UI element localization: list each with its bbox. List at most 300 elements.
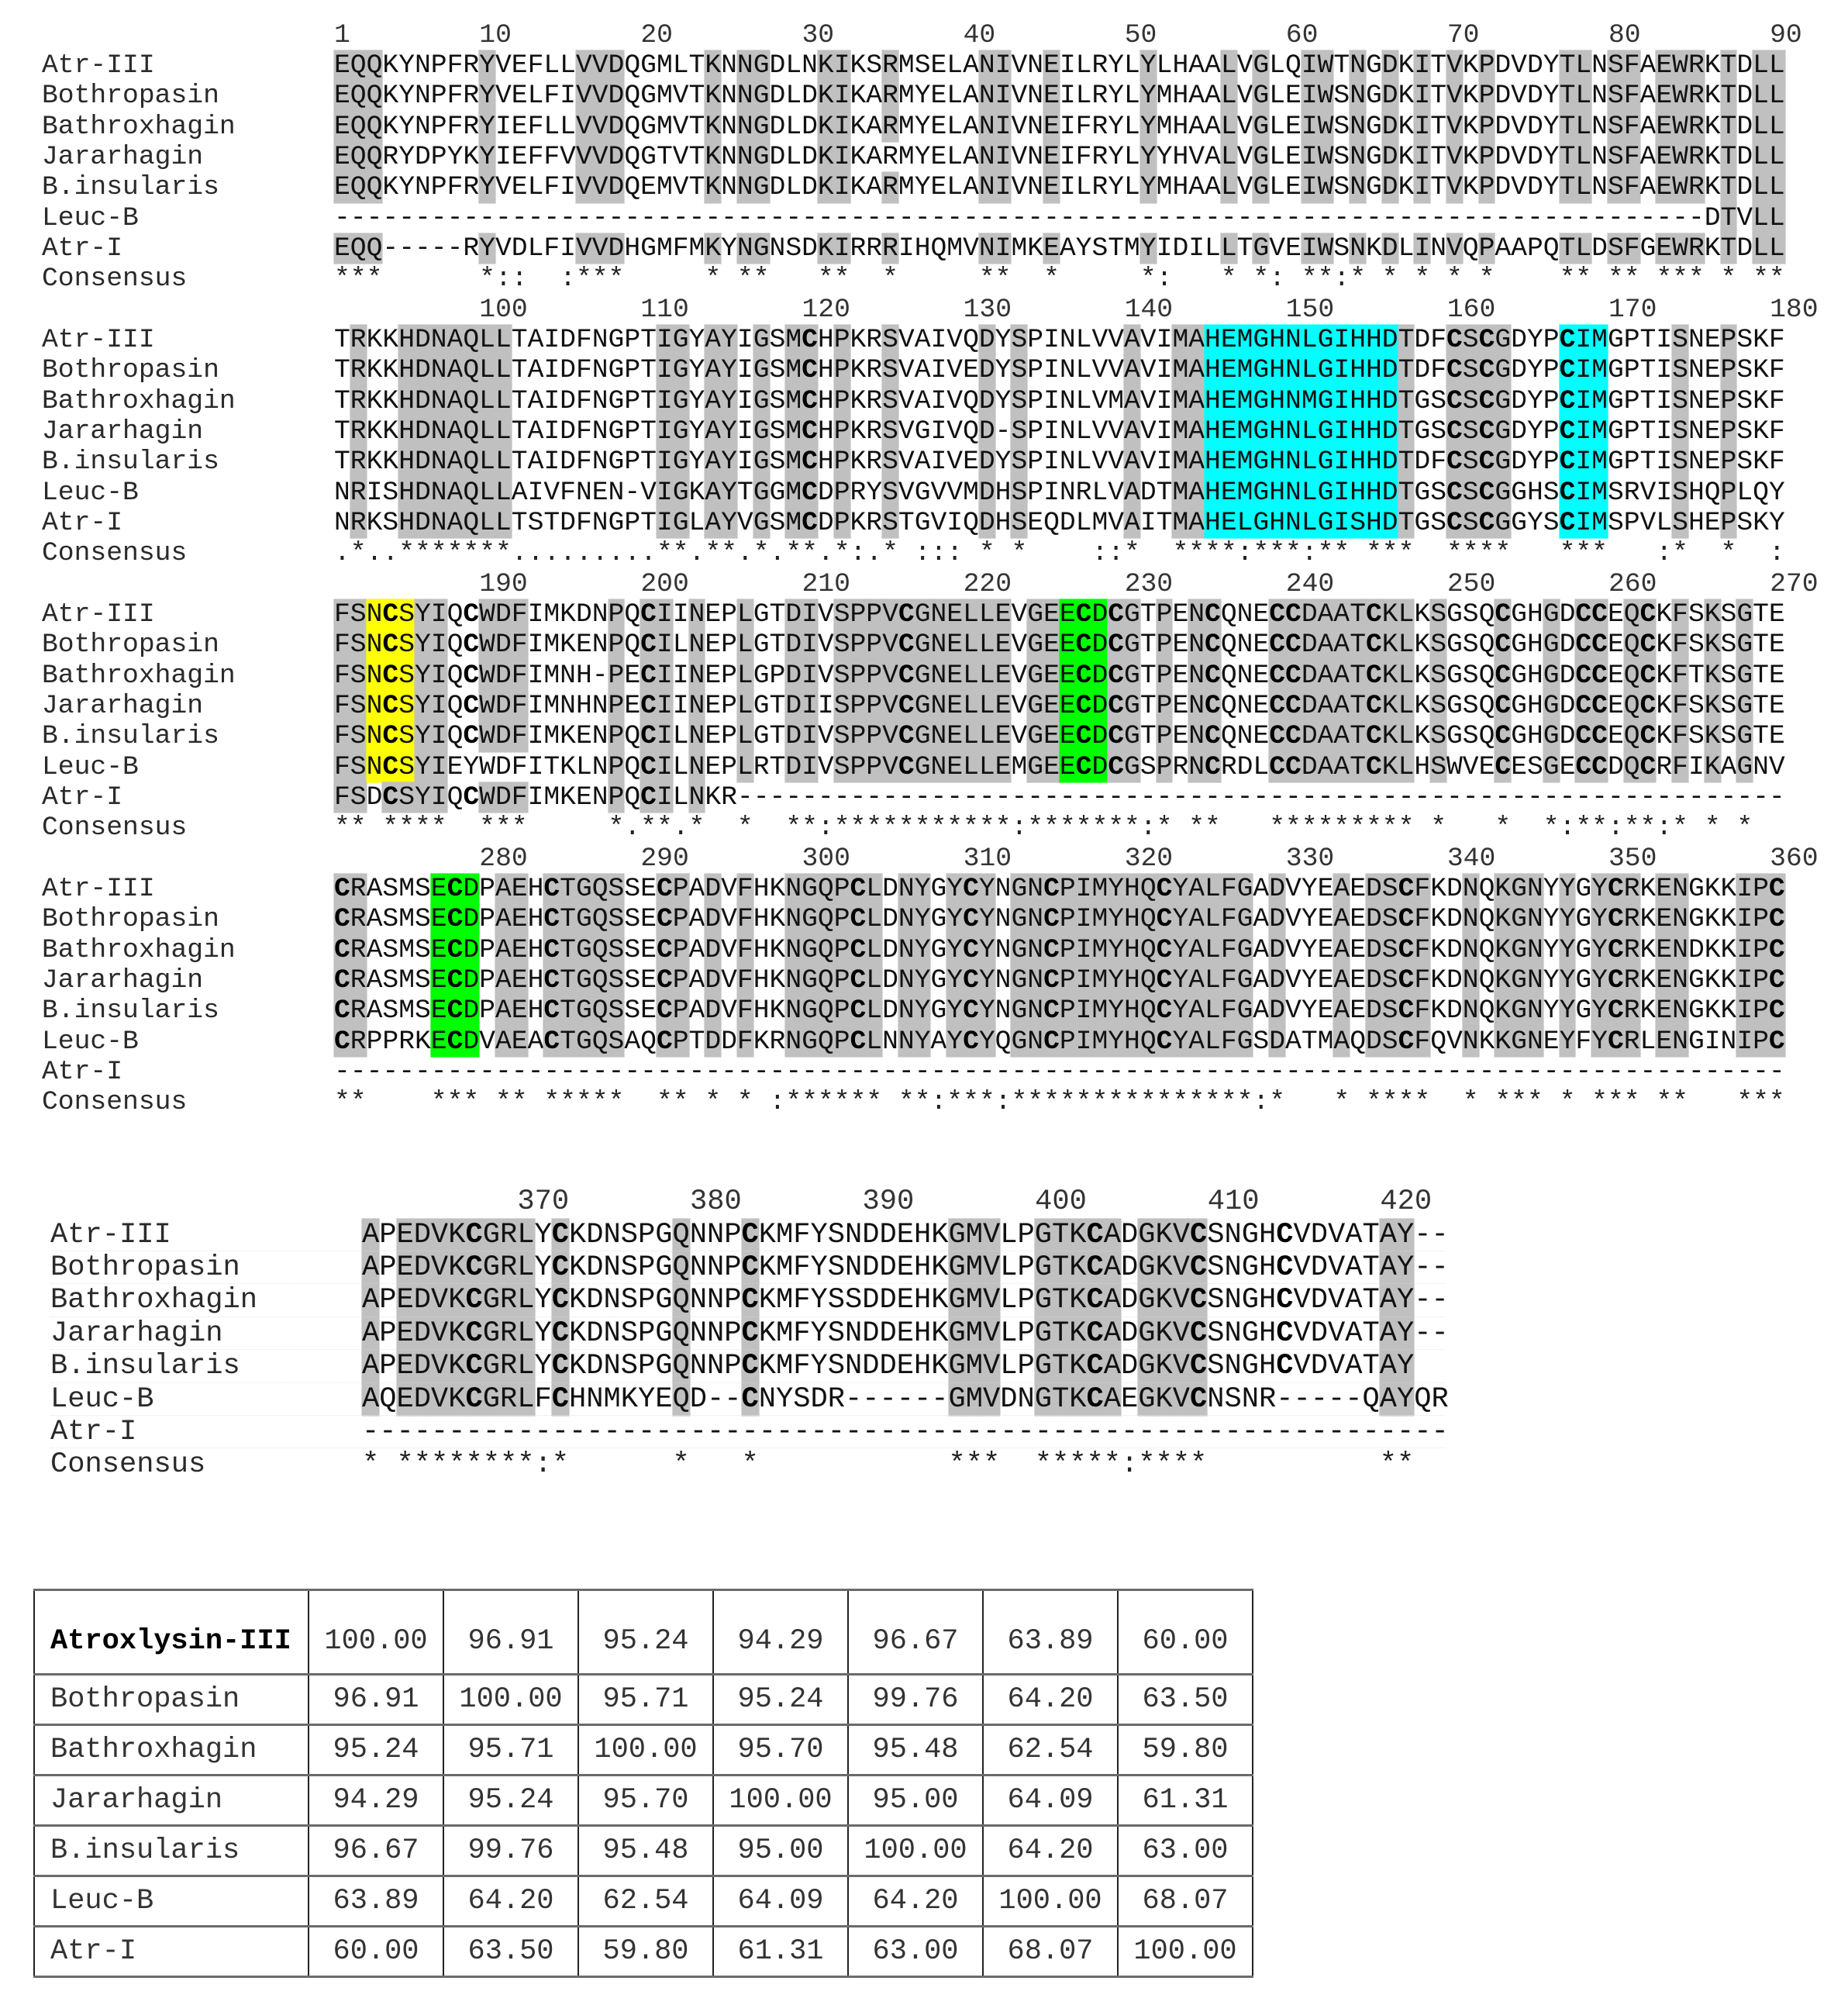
sequence-name: Jararhagin: [42, 965, 204, 996]
residue: H: [1350, 477, 1367, 508]
gap: -: [1172, 1416, 1191, 1449]
residue: D: [879, 1317, 897, 1350]
residue: A: [1253, 934, 1270, 965]
consensus-symbol: [1446, 1087, 1463, 1117]
residue: A: [1103, 1317, 1122, 1350]
residue: N: [414, 81, 431, 112]
residue: Y: [479, 81, 495, 112]
residue: S: [414, 965, 431, 996]
residue: P: [624, 447, 641, 478]
consensus-symbol: *: [1559, 538, 1576, 569]
residue: E: [511, 81, 528, 112]
residue: P: [1753, 874, 1769, 905]
residue: L: [495, 325, 512, 356]
residue: P: [833, 325, 850, 356]
consensus-symbol: *: [1623, 264, 1640, 295]
gap: -: [672, 202, 689, 233]
residue: R: [463, 50, 480, 81]
residue: S: [624, 996, 641, 1027]
consensus-symbol: *: [1269, 538, 1286, 569]
residue: P: [721, 751, 737, 782]
residue: A: [1188, 507, 1205, 538]
consensus-symbol: *: [1124, 1087, 1140, 1118]
residue: V: [1446, 233, 1463, 264]
residue: E: [896, 1251, 915, 1285]
residue: A: [1188, 904, 1205, 935]
residue: V: [1139, 447, 1157, 478]
consensus-symbol: [543, 264, 560, 294]
residue: N: [898, 904, 915, 935]
residue: N: [1236, 721, 1253, 752]
residue: K: [1704, 630, 1721, 661]
residue: K: [1155, 1284, 1173, 1317]
consensus-symbol: *: [978, 1087, 995, 1118]
residue: K: [1430, 996, 1446, 1027]
residue: H: [817, 355, 834, 386]
residue: D: [785, 630, 802, 661]
residue: D: [1414, 447, 1431, 478]
residue: G: [802, 965, 818, 996]
residue: C: [1591, 660, 1608, 691]
residue: R: [500, 1317, 518, 1350]
consensus-symbol: *: [948, 1448, 966, 1482]
residue: F: [334, 782, 350, 813]
residue: S: [1333, 142, 1350, 172]
residue: S: [1462, 507, 1479, 538]
residue: K: [769, 874, 786, 905]
residue: K: [448, 1350, 466, 1383]
residue: C: [1495, 721, 1512, 752]
sequence-name: Leuc-B: [42, 202, 139, 233]
residue: R: [1431, 1382, 1449, 1416]
position-number: 270: [1770, 568, 1819, 599]
residue: N: [1672, 874, 1688, 905]
residue: T: [511, 325, 528, 356]
residue: L: [1301, 447, 1318, 478]
consensus-symbol: [1705, 264, 1721, 294]
position-number: 410: [1207, 1185, 1260, 1219]
residue: N: [1591, 111, 1608, 142]
residue: V: [1091, 447, 1108, 478]
residue: Y: [1172, 996, 1189, 1027]
residue: E: [1607, 599, 1624, 630]
residue: G: [753, 355, 770, 386]
consensus-symbol: *: [1075, 1087, 1092, 1118]
residue: C: [551, 1251, 570, 1285]
residue: P: [1543, 355, 1560, 386]
gap: -: [1011, 1056, 1028, 1087]
residue: T: [1753, 691, 1769, 721]
gap: -: [1543, 202, 1560, 233]
residue: N: [1688, 325, 1705, 356]
residue: N: [1027, 996, 1044, 1027]
residue: S: [1607, 81, 1624, 112]
residue: E: [430, 1026, 447, 1057]
residue: N: [930, 691, 947, 721]
consensus-symbol: *: [1398, 1087, 1415, 1118]
sequence-name: Jararhagin: [42, 691, 204, 721]
residue: K: [1430, 874, 1446, 905]
residue: T: [1720, 81, 1737, 112]
gap: -: [1672, 782, 1688, 813]
residue: D: [463, 1026, 480, 1057]
consensus-symbol: [624, 1087, 640, 1117]
residue: Y: [914, 1026, 931, 1057]
residue: Y: [1591, 996, 1608, 1027]
gap: -: [978, 782, 995, 813]
sequence-residues: [362, 1219, 1449, 1251]
consensus-symbol: *: [656, 538, 673, 569]
residue: C: [802, 385, 818, 416]
residue: D: [608, 81, 625, 112]
residue: G: [1414, 416, 1431, 447]
residue: R: [350, 996, 367, 1027]
residue: C: [1190, 1284, 1208, 1317]
gap: -: [1236, 202, 1253, 233]
residue: Q: [672, 1218, 690, 1251]
consensus-symbol: *: [882, 264, 898, 295]
residue: P: [624, 507, 641, 538]
consensus-symbol: *: [1381, 264, 1398, 295]
residue: I: [1043, 325, 1060, 356]
residue: L: [1124, 81, 1140, 112]
residue: R: [500, 1382, 518, 1416]
consensus-symbol: .: [769, 538, 786, 569]
residue: E: [1350, 874, 1367, 905]
residue: R: [882, 233, 898, 264]
gap: -: [482, 1416, 501, 1449]
residue: A: [495, 904, 512, 935]
residue: I: [560, 233, 576, 264]
gap: -: [1688, 1056, 1705, 1087]
gap: -: [1768, 1056, 1785, 1087]
residue: T: [1639, 355, 1657, 386]
residue: G: [753, 172, 770, 203]
residue: E: [1656, 81, 1673, 112]
residue: K: [1704, 751, 1721, 782]
consensus-symbol: *: [575, 1087, 592, 1118]
residue: N: [334, 507, 350, 538]
gap: -: [866, 202, 883, 233]
residue: Q: [1623, 721, 1640, 752]
residue: W: [1672, 111, 1688, 142]
consensus-symbol: *: [382, 813, 399, 844]
residue: I: [1736, 996, 1753, 1027]
residue: A: [366, 934, 383, 965]
gap: -: [350, 202, 367, 233]
residue: E: [1043, 111, 1060, 142]
residue: G: [1124, 599, 1140, 630]
consensus-symbol: *: [1478, 264, 1495, 295]
consensus-symbol: *: [1188, 1087, 1205, 1118]
residue: R: [350, 355, 367, 386]
consensus-symbol: *: [1591, 1087, 1608, 1118]
residue: A: [1345, 1284, 1363, 1317]
gap: -: [1011, 202, 1028, 233]
residue: Q: [591, 965, 609, 996]
consensus-symbol: [862, 1448, 879, 1481]
gap: -: [1345, 1416, 1363, 1449]
residue: Q: [1139, 874, 1157, 905]
residue: R: [1688, 142, 1705, 172]
residue: R: [1656, 751, 1673, 782]
residue: K: [1381, 630, 1398, 661]
residue: N: [898, 1026, 915, 1057]
gap: -: [1623, 782, 1640, 813]
residue: A: [1124, 385, 1140, 416]
residue: D: [862, 1284, 880, 1317]
consensus-symbol: *: [1397, 1448, 1415, 1482]
residue: I: [1333, 385, 1350, 416]
residue: S: [624, 934, 641, 965]
residue: N: [560, 660, 576, 691]
residue: L: [1205, 965, 1221, 996]
residue: C: [1559, 325, 1576, 356]
consensus-symbol: [1414, 813, 1430, 843]
residue: D: [978, 507, 995, 538]
residue: H: [1259, 1317, 1277, 1350]
residue: V: [1511, 142, 1527, 172]
position-number: 120: [802, 294, 850, 325]
residue: D: [1366, 934, 1382, 965]
residue: N: [1462, 874, 1479, 905]
gap: -: [850, 1056, 867, 1087]
residue: H: [1172, 172, 1189, 203]
residue: P: [479, 904, 495, 935]
consensus-symbol: *: [1317, 264, 1334, 295]
consensus-symbol: *: [1091, 813, 1108, 844]
residue: I: [1414, 81, 1431, 112]
residue: F: [575, 385, 592, 416]
residue: C: [543, 934, 560, 965]
residue: Q: [1478, 874, 1495, 905]
consensus-symbol: *: [366, 264, 383, 295]
residue: C: [1205, 599, 1221, 630]
residue: D: [1381, 111, 1398, 142]
consensus-symbol: *: [983, 1448, 1001, 1482]
gap: -: [879, 1382, 897, 1416]
residue: V: [930, 507, 947, 538]
residue: E: [396, 1218, 414, 1251]
consensus-symbol: *: [656, 813, 673, 844]
gap: -: [753, 202, 770, 233]
residue: V: [930, 477, 947, 508]
residue: C: [656, 904, 673, 935]
gap: -: [1414, 782, 1431, 813]
residue: K: [448, 1218, 466, 1251]
gap: -: [638, 1416, 656, 1449]
residue: G: [753, 691, 770, 721]
gap: -: [724, 1382, 742, 1416]
gap: -: [620, 1416, 639, 1449]
gap: -: [1753, 1056, 1769, 1087]
residue: A: [527, 325, 544, 356]
consensus-symbol: *: [413, 1448, 432, 1482]
residue: I: [527, 660, 544, 691]
residue: D: [1511, 355, 1527, 386]
consensus-symbol: *: [1301, 813, 1318, 844]
residue: Y: [995, 385, 1012, 416]
residue: R: [1220, 751, 1237, 782]
residue: E: [1253, 599, 1270, 630]
residue: G: [753, 447, 770, 478]
residue: A: [1333, 874, 1350, 905]
residue: P: [430, 81, 447, 112]
residue: K: [817, 81, 834, 112]
residue: H: [753, 996, 770, 1027]
residue: H: [1366, 385, 1382, 416]
residue: I: [527, 782, 544, 813]
residue: E: [1043, 50, 1060, 81]
residue: G: [482, 1251, 501, 1285]
residue: P: [1623, 416, 1640, 447]
residue: S: [350, 599, 367, 630]
residue: L: [527, 172, 544, 203]
residue: I: [1075, 904, 1092, 935]
consensus-symbol: [1527, 264, 1543, 294]
residue: F: [560, 477, 576, 508]
residue: E: [995, 660, 1012, 691]
residue: Q: [624, 721, 641, 752]
residue: S: [827, 1317, 846, 1350]
residue: G: [1138, 1251, 1156, 1285]
residue: Q: [1478, 934, 1495, 965]
residue: F: [1768, 355, 1785, 386]
residue: A: [1333, 751, 1350, 782]
sequence-residues: [334, 691, 1785, 721]
residue: C: [1446, 477, 1463, 508]
residue: C: [898, 630, 915, 661]
residue: D: [1091, 599, 1108, 630]
residue: C: [551, 1218, 570, 1251]
residue: D: [1301, 721, 1318, 752]
residue: C: [463, 721, 480, 752]
residue: A: [1188, 111, 1205, 142]
residue: V: [946, 325, 964, 356]
consensus-symbol: :: [1121, 1448, 1139, 1482]
consensus-symbol: *: [414, 538, 431, 569]
residue: F: [1623, 172, 1640, 203]
residue: H: [1172, 111, 1189, 142]
residue: G: [1236, 874, 1253, 905]
residue: D: [1091, 691, 1108, 721]
residue: D: [586, 1218, 604, 1251]
residue: A: [1253, 874, 1270, 905]
residue: K: [1720, 996, 1737, 1027]
residue: [1414, 1350, 1431, 1382]
residue: T: [769, 691, 786, 721]
residue: P: [1156, 691, 1173, 721]
residue: M: [543, 691, 560, 721]
residue: S: [1011, 355, 1028, 386]
residue: G: [753, 599, 770, 630]
consensus-symbol: *: [1139, 1087, 1157, 1118]
residue: I: [656, 630, 673, 661]
residue: F: [575, 416, 592, 447]
residue: C: [1190, 1382, 1208, 1416]
residue: V: [1293, 1218, 1311, 1251]
residue: L: [1075, 50, 1092, 81]
residue: P: [866, 660, 883, 691]
gap: -: [1511, 782, 1527, 813]
sequence-residues: [334, 782, 1785, 813]
residue: E: [1043, 630, 1060, 661]
identity-value: 95.48: [578, 1826, 713, 1876]
consensus-symbol: *: [1575, 264, 1592, 295]
residue: I: [802, 599, 818, 630]
position-number: 350: [1608, 843, 1657, 874]
residue: Q: [1478, 965, 1495, 996]
residue: A: [1205, 81, 1221, 112]
residue: N: [1430, 233, 1446, 264]
residue: H: [1205, 385, 1221, 416]
residue: L: [1575, 111, 1592, 142]
residue: E: [575, 782, 592, 813]
residue: M: [776, 1284, 794, 1317]
residue: N: [586, 1382, 604, 1416]
residue: G: [608, 507, 625, 538]
residue: Y: [1543, 81, 1560, 112]
sequence-name: Atr-III: [50, 1218, 171, 1251]
consensus-symbol: :: [1656, 813, 1673, 844]
residue: L: [1656, 507, 1673, 538]
residue: I: [1414, 50, 1431, 81]
gap: -: [741, 1416, 759, 1449]
residue: P: [1753, 965, 1769, 996]
gap: -: [866, 782, 883, 813]
residue: S: [1688, 691, 1705, 721]
residue: T: [1052, 1284, 1070, 1317]
residue: G: [1011, 1026, 1028, 1057]
residue: K: [1704, 934, 1721, 965]
residue: T: [1350, 691, 1367, 721]
residue: Y: [1543, 996, 1560, 1027]
residue: A: [1379, 1382, 1398, 1416]
residue: V: [591, 142, 609, 172]
gap: -: [1607, 1056, 1624, 1087]
residue: I: [736, 447, 753, 478]
sequence-row-atr-iii: [0, 599, 1848, 630]
residue: K: [366, 447, 383, 478]
residue: R: [463, 172, 480, 203]
residue: E: [1121, 1382, 1139, 1416]
residue: T: [640, 507, 657, 538]
position-number: 1: [334, 19, 350, 50]
residue: E: [511, 172, 528, 203]
residue: I: [833, 172, 850, 203]
residue: T: [1139, 691, 1157, 721]
residue: V: [1139, 416, 1157, 447]
residue: D: [495, 691, 512, 721]
residue: S: [414, 934, 431, 965]
consensus-symbol: *: [1511, 1087, 1527, 1118]
consensus-symbol: *: [479, 538, 495, 569]
residue: F: [1575, 1026, 1592, 1057]
residue: G: [1543, 721, 1560, 752]
residue: C: [1768, 965, 1785, 996]
residue: P: [1156, 751, 1173, 782]
gap: -: [995, 1056, 1012, 1087]
gap: -: [1639, 202, 1657, 233]
residue: M: [1172, 416, 1189, 447]
residue: F: [793, 1284, 811, 1317]
gap: -: [1276, 1416, 1294, 1449]
residue: A: [362, 1382, 380, 1416]
residue: E: [1704, 507, 1721, 538]
gap: -: [1220, 782, 1237, 813]
residue: F: [334, 691, 350, 721]
residue: K: [1495, 904, 1512, 935]
